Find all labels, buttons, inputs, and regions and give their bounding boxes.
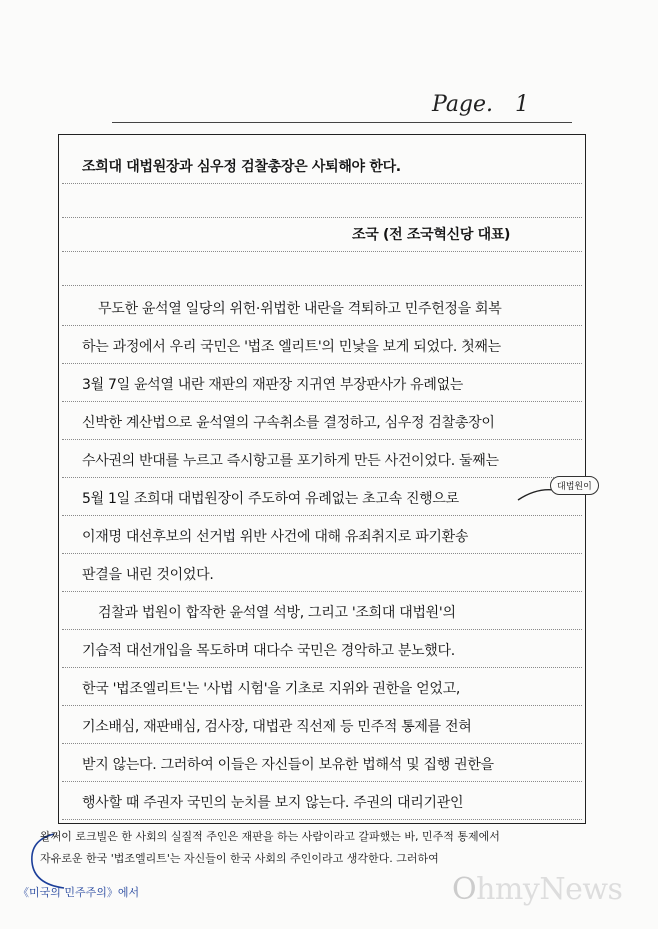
body-line: 검찰과 법원이 합작한 윤석열 석방, 그리고 '조희대 대법원'의 [62,596,582,630]
watermark-text: hmyNews [476,872,623,907]
watermark-logo [452,872,622,907]
blank-line [62,184,582,218]
body-line: 무도한 윤석열 일당의 위헌·위법한 내란을 격퇴하고 민주헌정을 회복 [62,292,582,326]
body-line: 기습적 대선개입을 목도하며 대다수 국민은 경악하고 분노했다. [62,634,582,668]
footnote-line: 자유로운 한국 '법조엘리트'는 자신들이 한국 사회의 주인이라고 생각한다. 그러하여 [40,852,439,865]
body-line: 수사권의 반대를 누르고 즉시항고를 포기하게 만든 사건이었다. 둘째는 [62,444,582,478]
body-line: 한국 '법조엘리트'는 '사법 시험'을 기초로 지위와 권한을 얻었고, [62,672,582,706]
margin-note: 대법원이 [550,476,599,495]
body-line: 하는 과정에서 우리 국민은 '법조 엘리트'의 민낯을 보게 되었다. 첫째는 [62,330,582,364]
footnote-line: 왈쩌이 로크빌은 한 사회의 실질적 주인은 재판을 하는 사람이라고 갈파했는 바, 민주적 통제에서 [40,830,500,843]
body-line: 판결을 내린 것이었다. [62,558,582,592]
source-note: 《미국의 민주주의》에서 [18,886,140,899]
body-line: 받지 않는다. 그러하여 이들은 자신들이 보유한 법해석 및 집행 권한을 [62,748,582,782]
footnote [40,826,630,870]
manuscript-byline: 조국 (전 조국혁신당 대표) [62,218,582,252]
header-rule [112,122,572,123]
body-line: 행사할 때 주권자 국민의 눈치를 보지 않는다. 주권의 대리기관인 [62,786,582,820]
watermark-prefix: O [452,872,477,907]
page-label [432,92,529,117]
body-line: 5월 1일 조희대 대법원장이 주도하여 유례없는 초고속 진행으로 [62,482,582,516]
body-line: 기소배심, 재판배심, 검사장, 대법관 직선제 등 민주적 통제를 전혀 [62,710,582,744]
body-line: 신박한 계산법으로 윤석열의 구속취소를 결정하고, 심우정 검찰총장이 [62,406,582,440]
body-line: 3월 7일 윤석열 내란 재판의 재판장 지귀연 부장판사가 유례없는 [62,368,582,402]
blank-line [62,252,582,286]
page-label-text: Page. [432,92,494,117]
body-line: 이재명 대선후보의 선거법 위반 사건에 대해 유죄취지로 파기환송 [62,520,582,554]
manuscript-title: 조희대 대법원장과 심우정 검찰총장은 사퇴해야 한다. [62,150,582,184]
page-number: 1 [515,92,530,117]
